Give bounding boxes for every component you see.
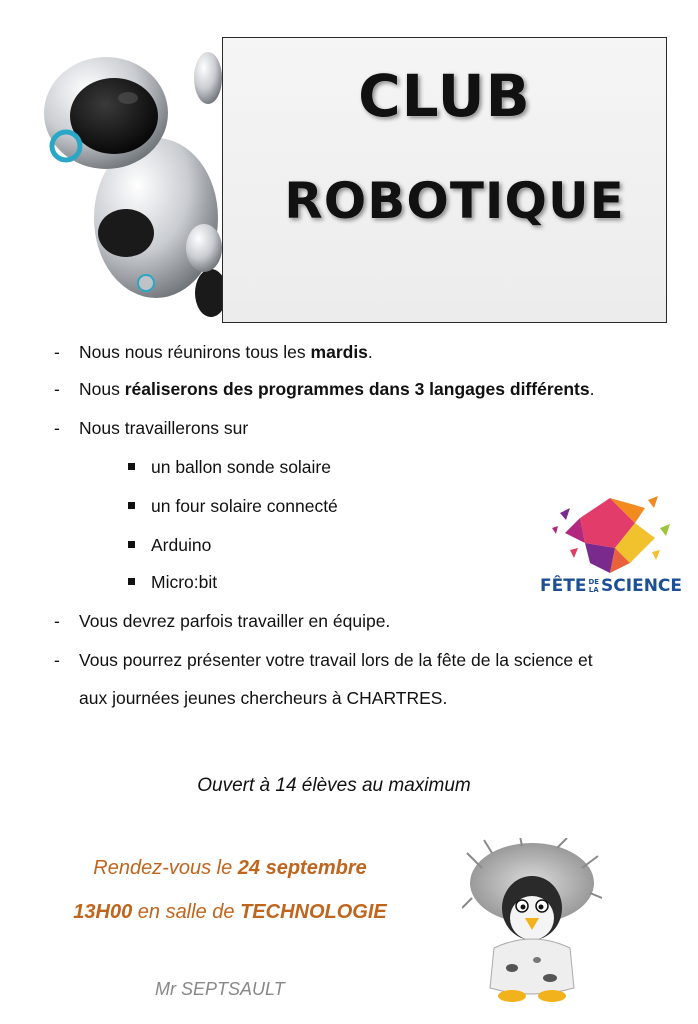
square-bullet-icon	[128, 463, 135, 470]
list-item: - Nous réaliserons des programmes dans 3 langages différents.	[54, 379, 595, 399]
list-item: - Vous devrez parfois travailler en équipe.	[54, 611, 391, 631]
list-item-continuation: aux journées jeunes chercheurs à CHARTRES.	[79, 688, 448, 708]
meeting-place: 13H00 en salle de TECHNOLOGIE	[73, 901, 387, 923]
list-item: - Vous pourrez présenter votre travail lors de la fête de la science et	[54, 650, 593, 670]
penguin-scientist-illustration	[462, 838, 602, 1008]
title-line-2: ROBOTIQUE	[284, 172, 625, 230]
fete-de-la-science-logo	[540, 488, 683, 606]
sub-list-item: Arduino	[151, 535, 211, 556]
square-bullet-icon	[128, 578, 135, 585]
dash-marker: -	[54, 418, 60, 438]
sub-list-item: Micro:bit	[151, 572, 217, 593]
square-bullet-icon	[128, 541, 135, 548]
capacity-note: Ouvert à 14 élèves au maximum	[197, 775, 471, 796]
meeting-date: Rendez-vous le 24 septembre	[93, 857, 367, 879]
list-item: - Nous travaillerons sur	[54, 418, 249, 438]
logo-small-text: DE LA	[588, 578, 600, 594]
dash-marker: -	[54, 650, 60, 670]
sub-list-item: un four solaire connecté	[151, 496, 338, 517]
title-line-1: CLUB	[358, 62, 531, 130]
dash-marker: -	[54, 379, 60, 399]
dash-marker: -	[54, 342, 60, 362]
dash-marker: -	[54, 611, 60, 631]
author-name: Mr SEPTSAULT	[155, 979, 285, 999]
logo-text: FÊTE DE LA SCIENCE	[540, 576, 683, 596]
title-sign	[222, 37, 667, 323]
square-bullet-icon	[128, 502, 135, 509]
logo-shapes-icon	[540, 488, 680, 578]
list-item: - Nous nous réunirons tous les mardis.	[54, 342, 373, 362]
sub-list-item: un ballon sonde solaire	[151, 457, 331, 478]
